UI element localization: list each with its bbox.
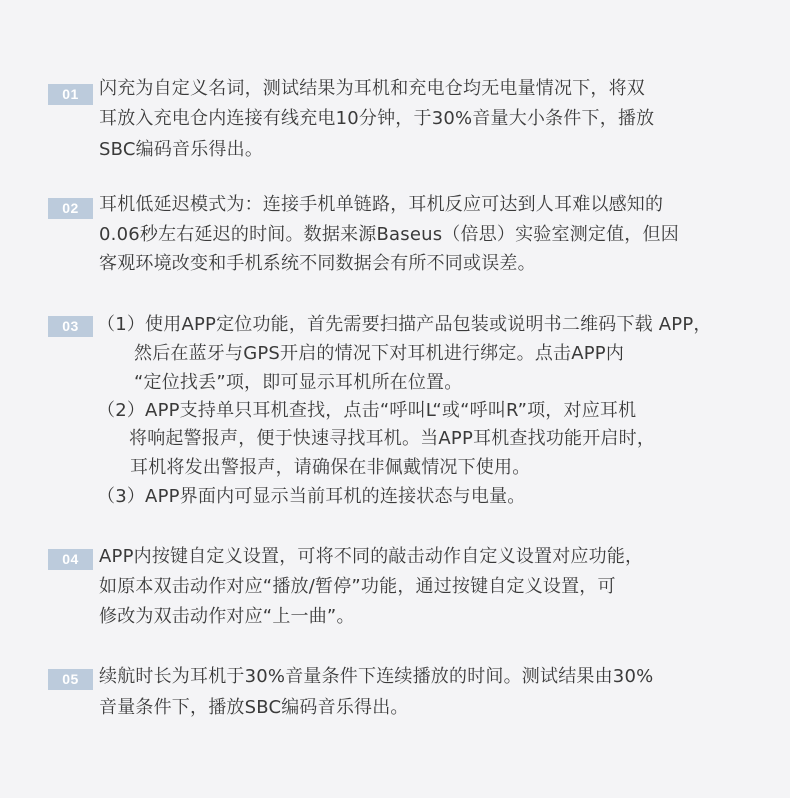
note-text-line: 将响起警报声，便于快速寻找耳机。当APP耳机查找功能开启时， <box>129 428 656 449</box>
note-text-line: 客观环境改变和手机系统不同数据会有所不同或误差。 <box>99 253 536 274</box>
note-number-badge: 04 <box>48 549 93 570</box>
note-text-line: 修改为双击动作对应“上一曲”。 <box>99 606 355 627</box>
note-text-line: 0.06秒左右延迟的时间。数据来源Baseus（倍思）实验室测定值，但因 <box>99 224 679 245</box>
note-text-line: 闪充为自定义名词，测试结果为耳机和充电仓均无电量情况下，将双 <box>99 78 645 99</box>
note-text-line: 耳机将发出警报声，请确保在非佩戴情况下使用。 <box>130 457 531 478</box>
note-text-line: SBC编码音乐得出。 <box>99 139 264 160</box>
note-text-line: 续航时长为耳机于30%音量条件下连续播放的时间。测试结果由30% <box>99 666 654 687</box>
note-text-line: （3）APP界面内可显示当前耳机的连接状态与电量。 <box>97 486 526 507</box>
note-text-line: 如原本双击动作对应“播放/暂停”功能，通过按键自定义设置，可 <box>99 576 616 597</box>
note-text-line: “定位找丢”项，即可显示耳机所在位置。 <box>134 372 463 393</box>
note-text-line: （2）APP支持单只耳机查找，点击“呼叫L“或“呼叫R”项，对应耳机 <box>97 400 637 421</box>
note-text-line: APP内按键自定义设置，可将不同的敲击动作自定义设置对应功能， <box>99 546 644 567</box>
note-text-line: 音量条件下，播放SBC编码音乐得出。 <box>99 697 409 718</box>
note-text-line: （1）使用APP定位功能，首先需要扫描产品包装或说明书二维码下载 APP， <box>97 314 712 335</box>
note-number-badge: 02 <box>48 198 93 219</box>
note-text-line: 耳放入充电仓内连接有线充电10分钟，于30%音量大小条件下，播放 <box>99 108 655 129</box>
note-text-line: 耳机低延迟模式为：连接手机单链路，耳机反应可达到人耳难以感知的 <box>99 194 664 215</box>
note-number-badge: 01 <box>48 84 93 105</box>
note-number-badge: 05 <box>48 669 93 690</box>
note-number-badge: 03 <box>48 316 93 337</box>
note-text-line: 然后在蓝牙与GPS开启的情况下对耳机进行绑定。点击APP内 <box>134 343 625 364</box>
